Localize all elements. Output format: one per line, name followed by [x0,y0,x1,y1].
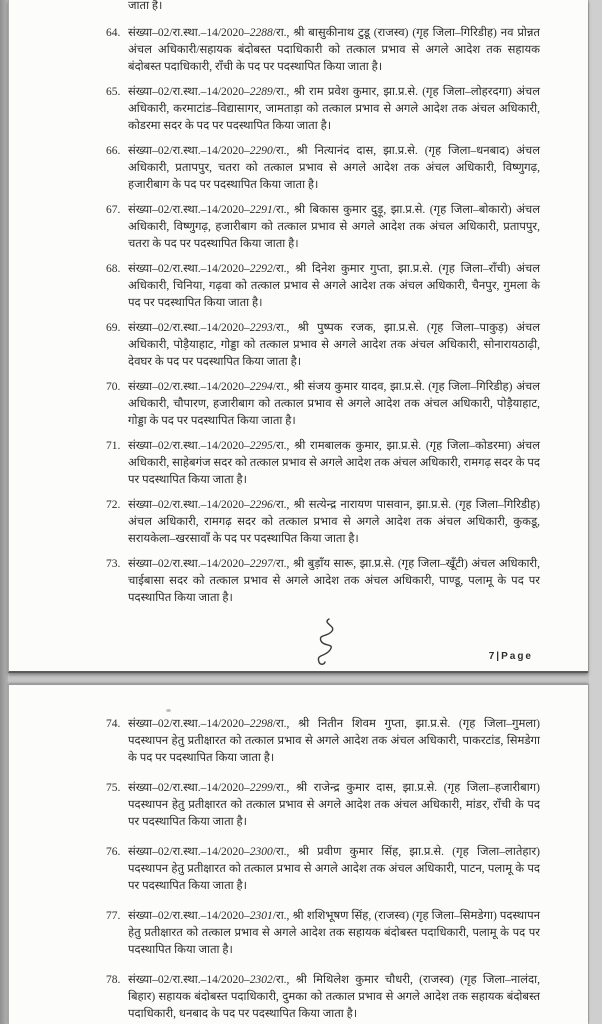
item-serial-number: 64. [106,27,121,39]
item-text [128,320,540,371]
reference-letter-number: 2291 [249,204,273,216]
reference-letter-number: 2298 [249,718,273,730]
reference-prefix: संख्या–02/रा.स्था.–14/2020– [128,204,250,216]
item-body-text: श्री नितीन शिवम गुप्ता, झा.प्र.से. (गृह जिला–गुमला) पदस्थापन हेतु प्रतीक्षारत को तत्काल प्रभाव से अगले आदेश तक अंचल अधिकारी, पाकरटांड, सिमडेगा के पद पर पदस्थापित किया जाता है। [128,718,540,764]
page-7-content [9,0,588,607]
item-body-text: श्री पुष्पक रजक, झा.प्र.से. (गृह जिला–पाकुड़) अंचल अधिकारी, पोड़ैयाहाट, गोड्डा को तत्काल प्रभाव से अगले आदेश तक अंचल अधिकारी, सोनारायठाढ़ी, देवघर के पद पर पदस्थापित किया जाता है। [128,322,540,368]
item-text [128,202,540,253]
item-serial-number: 70. [106,381,121,393]
reference-prefix: संख्या–02/रा.स्था.–14/2020– [128,782,250,794]
reference-suffix: /रा., [272,204,290,216]
item-text [128,972,540,1023]
signature-scribble [309,616,343,668]
order-item [106,438,540,489]
item-body-text: श्री संजय कुमार यादव, झा.प्र.से. (गृह जिला–गिरिडीह) अंचल अधिकारी, चौपारण, हजारीबाग को तत्काल प्रभाव से अगले आदेश तक अंचल अधिकारी, पोड़ैयाहाट, गोड्डा के पद पर पदस्थापित किया जाता है। [128,381,540,427]
scanner-background-left [0,0,8,1024]
reference-suffix: /रा., [272,718,290,730]
reference-letter-number: 2294 [249,381,273,393]
item-serial-number: 78. [106,974,121,986]
order-item [106,716,540,767]
reference-prefix: संख्या–02/रा.स्था.–14/2020– [128,27,250,39]
reference-suffix: /रा., [272,322,290,334]
item-body-text: श्री मिथिलेश कुमार चौधरी, (राजस्व) (गृह जिला–नालंदा, बिहार) सहायक बंदोबस्त पदाधिकारी, दुमका को तत्काल प्रभाव से अगले आदेश तक सहायक बंदोबस्त पदाधिकारी, धनबाद के पद पर पदस्थापित किया जाता है। [128,974,540,1020]
order-item [106,25,540,76]
item-serial-number: 74. [106,718,121,730]
item-body-text: श्री बुड़ाँय सारू, झा.प्र.से. (गृह जिला–खूँटी) अंचल अधिकारी, चाईबासा सदर को तत्काल प्रभाव से अगले आदेश तक अंचल अधिकारी, पाण्डू, पलामू के पद पर पदस्थापित किया जाता है। [128,558,540,604]
order-item [106,379,540,430]
reference-letter-number: 2295 [249,440,273,452]
document-page-8 [8,684,588,1024]
item-serial-number: 73. [106,558,121,570]
item-text [128,143,540,194]
reference-suffix: /रा., [272,974,290,986]
reference-letter-number: 2299 [249,782,273,794]
reference-suffix: /रा., [272,381,290,393]
item-text [128,25,540,76]
item-text [128,780,540,831]
item-text [128,844,540,895]
item-body-text: श्री शशिभूषण सिंह, (राजस्व) (गृह जिला–सिमडेगा) पदस्थापन हेतु प्रतीक्षारत को तत्काल प्रभाव से अगले आदेश तक सहायक बंदोबस्त पदाधिकारी, पलामू के पद पर पदस्थापित किया जाता है। [128,910,540,956]
order-item [106,908,540,959]
item-text [128,716,540,767]
reference-letter-number: 2290 [249,145,273,157]
item-body-text: श्री बासुकीनाथ टुडू (राजस्व) (गृह जिला–गिरिडीह) नव प्रोन्नत अंचल अधिकारी/सहायक बंदोबस्त पदाधिकारी को तत्काल प्रभाव से अगले आदेश तक सहायक बंदोबस्त पदाधिकारी, राँची के पद पर पदस्थापित किया जाता है। [128,27,540,73]
reference-suffix: /रा., [272,440,290,452]
item-body-text: श्री प्रवीण कुमार सिंह, झा.प्र.से. (गृह जिला–लातेहार) पदस्थापन हेतु प्रतीक्षारत को तत्काल प्रभाव से अगले आदेश तक अंचल अधिकारी, पाटन, पलामू के पद पर पदस्थापित किया जाता है। [128,846,540,892]
reference-letter-number: 2292 [249,263,273,275]
item-text [128,438,540,489]
reference-prefix: संख्या–02/रा.स्था.–14/2020– [128,974,250,986]
order-items-list-page-8 [106,716,540,1023]
item-body-text: श्री दिनेश कुमार गुप्ता, झा.प्र.से. (गृह जिला–राँची) अंचल अधिकारी, चिनिया, गढ़वा को तत्काल प्रभाव से अगले आदेश तक अंचल अधिकारी, चैनपुर, गुमला के पद पर पदस्थापित किया जाता है। [128,263,540,309]
item-serial-number: 76. [106,846,121,858]
reference-letter-number: 2289 [249,86,273,98]
item-serial-number: 66. [106,145,121,157]
item-body-text: श्री राजेन्द्र कुमार दास, झा.प्र.से. (गृह जिला–हजारीबाग) पदस्थापन हेतु प्रतीक्षारत को तत्काल प्रभाव से अगले आदेश तक अंचल अधिकारी, मांडर, राँची के पद पर पदस्थापित किया जाता है। [128,782,540,828]
item-body-text: श्री बिकास कुमार दुड़ू, झा.प्र.से. (गृह जिला–बोकारो) अंचल अधिकारी, विष्णुगढ़, हजारीबाग को तत्काल प्रभाव से अगले आदेश तक अंचल अधिकारी, प्रतापपुर, चतरा के पद पर पदस्थापित किया जाता है। [128,204,540,250]
page-number-footer: 7|Page [488,651,533,662]
reference-letter-number: 2297 [249,558,273,570]
reference-suffix: /रा., [272,86,290,98]
order-item [106,844,540,895]
reference-letter-number: 2288 [249,27,273,39]
item-text [128,261,540,312]
item-body-text: श्री रामबालक कुमार, झा.प्र.से. (गृह जिला–कोडरमा) अंचल अधिकारी, साहेबगंज सदर को तत्काल प्रभाव से अगले आदेश तक अंचल अधिकारी, रामगढ़ सदर के पद पर पदस्थापित किया जाता है। [128,440,540,486]
reference-suffix: /रा., [272,263,290,275]
order-item [106,556,540,607]
reference-letter-number: 2300 [249,846,273,858]
reference-prefix: संख्या–02/रा.स्था.–14/2020– [128,322,250,334]
reference-suffix: /रा., [272,558,290,570]
order-item [106,143,540,194]
item-text [128,379,540,430]
item-serial-number: 68. [106,263,121,275]
reference-letter-number: 2301 [249,910,273,922]
order-item [106,261,540,312]
reference-letter-number: 2293 [249,322,273,334]
reference-suffix: /रा., [272,910,290,922]
item-text [128,497,540,548]
reference-prefix: संख्या–02/रा.स्था.–14/2020– [128,440,250,452]
item-serial-number: 72. [106,499,121,511]
item-body-text: श्री राम प्रवेश कुमार, झा.प्र.से. (गृह जिला–लोहरदगा) अंचल अधिकारी, करमाटांड–विद्यासागर, जामताड़ा को तत्काल प्रभाव से अगले आदेश तक अंचल अधिकारी, कोडरमा सदर के पद पर पदस्थापित किया जाता है। [128,86,540,132]
reference-suffix: /रा., [272,846,290,858]
reference-prefix: संख्या–02/रा.स्था.–14/2020– [128,846,250,858]
reference-prefix: संख्या–02/रा.स्था.–14/2020– [128,381,250,393]
reference-prefix: संख्या–02/रा.स्था.–14/2020– [128,910,250,922]
reference-prefix: संख्या–02/रा.स्था.–14/2020– [128,558,250,570]
item-serial-number: 69. [106,322,121,334]
reference-prefix: संख्या–02/रा.स्था.–14/2020– [128,86,250,98]
item-serial-number: 65. [106,86,121,98]
document-page-7 [8,0,588,673]
order-item [106,202,540,253]
scanner-background-right [589,0,602,1024]
page-8-content [9,685,588,1023]
item-serial-number: 67. [106,204,121,216]
item-text [128,908,540,959]
order-item [106,972,540,1023]
reference-suffix: /रा., [272,27,290,39]
order-item [106,497,540,548]
item-serial-number: 77. [106,910,121,922]
item-body-text: श्री सत्येन्द्र नारायण पासवान, झा.प्र.से. (गृह जिला–गिरिडीह) अंचल अधिकारी, रामगढ़ सदर को तत्काल प्रभाव से अगले आदेश तक अंचल अधिकारी, कुकडू, सरायकेला–खरसावाँ के पद पर पदस्थापित किया जाता है। [128,499,540,545]
reference-suffix: /रा., [272,145,290,157]
order-item [106,780,540,831]
reference-prefix: संख्या–02/रा.स्था.–14/2020– [128,263,250,275]
reference-letter-number: 2296 [249,499,273,511]
order-item [106,320,540,371]
item-text [128,556,540,607]
item-serial-number: 71. [106,440,121,452]
scan-artifact-speck [166,709,171,712]
order-item [106,84,540,135]
reference-prefix: संख्या–02/रा.स्था.–14/2020– [128,145,250,157]
reference-suffix: /रा., [272,499,290,511]
order-items-list-page-7 [106,25,540,607]
reference-letter-number: 2302 [249,974,273,986]
reference-suffix: /रा., [272,782,290,794]
item-body-text: श्री नित्यानंद दास, झा.प्र.से. (गृह जिला–धनबाद) अंचल अधिकारी, प्रतापपुर, चतरा को तत्काल प्रभाव से अगले आदेश तक अंचल अधिकारी, विष्णुगढ़, हजारीबाग के पद पर पदस्थापित किया जाता है। [128,145,540,191]
item-serial-number: 75. [106,782,121,794]
paragraph-continuation-text: जाता है। [128,0,163,12]
reference-prefix: संख्या–02/रा.स्था.–14/2020– [128,718,250,730]
reference-prefix: संख्या–02/रा.स्था.–14/2020– [128,499,250,511]
item-text [128,84,540,135]
